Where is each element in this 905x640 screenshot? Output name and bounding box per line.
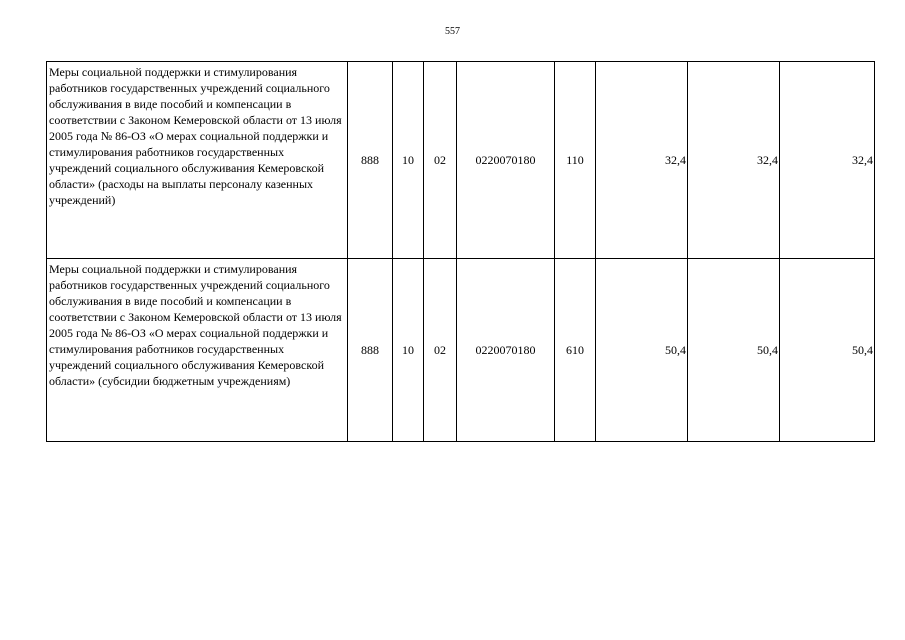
amount-year-1: 50,4: [596, 259, 688, 442]
amount-year-3: 50,4: [780, 259, 875, 442]
target-article-code: 0220070180: [457, 259, 555, 442]
ministry-code: 888: [348, 62, 393, 259]
expense-type-code: 610: [555, 259, 596, 442]
expense-type-code: 110: [555, 62, 596, 259]
ministry-code: 888: [348, 259, 393, 442]
section-code: 10: [393, 62, 424, 259]
amount-year-1: 32,4: [596, 62, 688, 259]
budget-table: [46, 61, 875, 442]
target-article-code: 0220070180: [457, 62, 555, 259]
table-row: [47, 62, 875, 259]
amount-year-2: 50,4: [688, 259, 780, 442]
subsection-code: 02: [424, 259, 457, 442]
amount-year-3: 32,4: [780, 62, 875, 259]
subsection-code: 02: [424, 62, 457, 259]
section-code: 10: [393, 259, 424, 442]
table-row: [47, 259, 875, 442]
row-description: Меры социальной поддержки и стимулирования работников государственных учреждений социального обслуживания в виде пособий и компенсации в соответствии с Законом Кемеровской области от 13 июля 2005 года № 86-ОЗ «О мерах социальной поддержки и стимулирования работников государственных учреждений социального обслуживания Кемеровской области» (расходы на выплаты персоналу казенных учреждений): [47, 62, 348, 259]
amount-year-2: 32,4: [688, 62, 780, 259]
page-number: 557: [445, 26, 460, 37]
row-description: Меры социальной поддержки и стимулирования работников государственных учреждений социального обслуживания в виде пособий и компенсации в соответствии с Законом Кемеровской области от 13 июля 2005 года № 86-ОЗ «О мерах социальной поддержки и стимулирования работников государственных учреждений социального обслуживания Кемеровской области» (субсидии бюджетным учреждениям): [47, 259, 348, 442]
